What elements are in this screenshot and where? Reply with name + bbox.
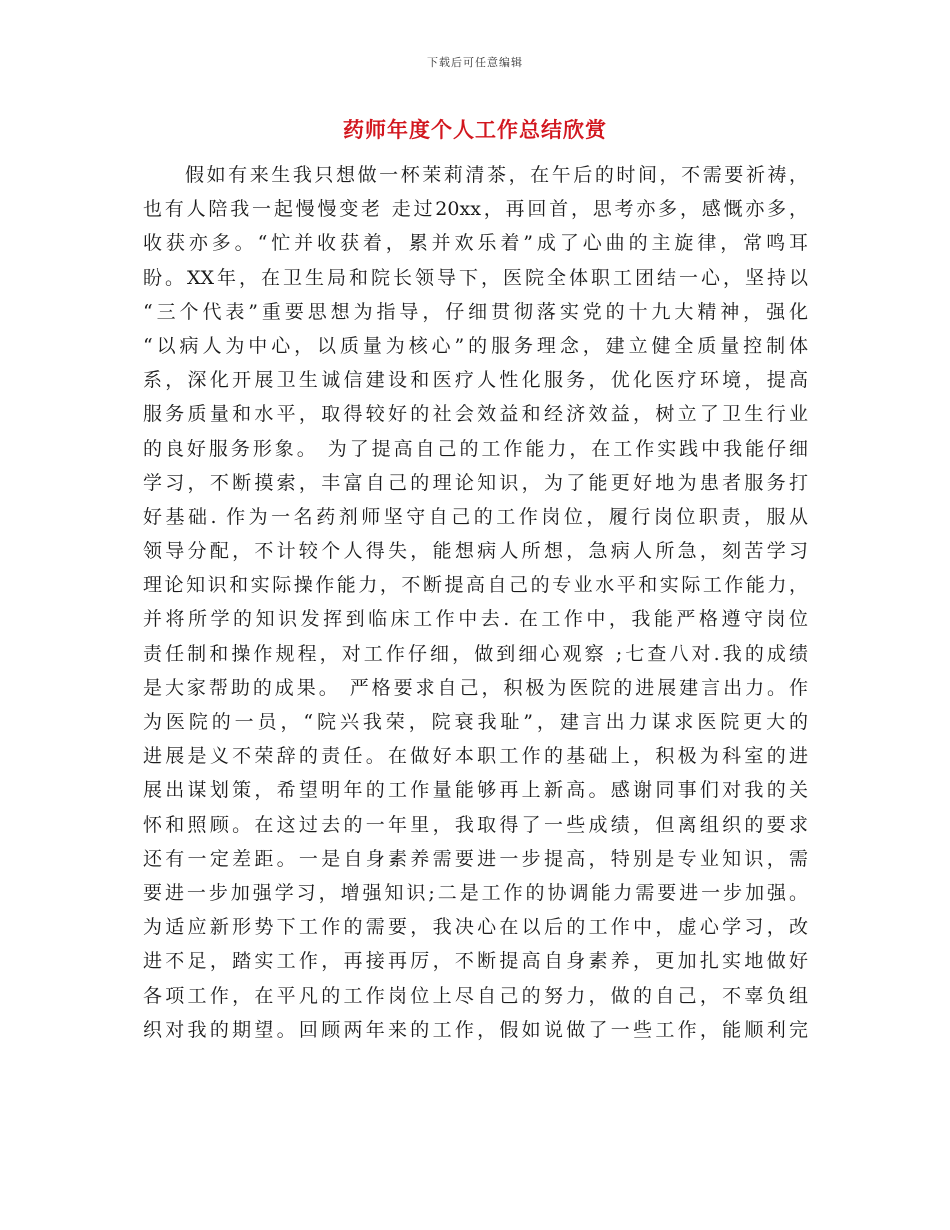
body-line: 也有人陪我一起慢慢变老 走过20xx，再回首，思考亦多，感慨亦多， bbox=[143, 198, 808, 221]
body-line: 还有一定差距。一是自身素养需要进一步提高，特别是专业知识，需 bbox=[143, 847, 808, 870]
body-line: 责任制和操作规程，对工作仔细，做到细心观察 ;七查八对.我的成绩 bbox=[143, 642, 808, 665]
body-line: 是大家帮助的成果。 严格要求自己，积极为医院的进展建言出力。作 bbox=[143, 676, 808, 699]
body-line: 进展是义不荣辞的责任。在做好本职工作的基础上，积极为科室的进 bbox=[143, 745, 808, 768]
body-line: 服务质量和水平，取得较好的社会效益和经济效益，树立了卫生行业 bbox=[143, 403, 808, 426]
document-body bbox=[143, 158, 808, 1047]
body-line: 各项工作，在平凡的工作岗位上尽自己的努力，做的自己，不辜负组 bbox=[143, 984, 808, 1007]
document-title: 药师年度个人工作总结欣赏 bbox=[343, 117, 607, 142]
body-line: “以病人为中心，以质量为核心”的服务理念，建立健全质量控制体 bbox=[143, 334, 808, 357]
body-line: 收获亦多。“忙并收获着，累并欢乐着”成了心曲的主旋律，常鸣耳 bbox=[143, 232, 808, 255]
body-line: 怀和照顾。在这过去的一年里，我取得了一些成绩，但离组织的要求 bbox=[143, 813, 808, 836]
body-line: 为医院的一员，“院兴我荣，院衰我耻”，建言出力谋求医院更大的 bbox=[143, 711, 808, 733]
body-line: 进不足，踏实工作，再接再厉，不断提高自身素养，更加扎实地做好 bbox=[143, 950, 808, 973]
body-line: 好基础. 作为一名药剂师坚守自己的工作岗位，履行岗位职责，服从 bbox=[143, 505, 808, 528]
body-line: 盼。XX年，在卫生局和院长领导下，医院全体职工团结一心，坚持以 bbox=[143, 266, 808, 289]
body-line: 系，深化开展卫生诚信建设和医疗人性化服务，优化医疗环境，提高 bbox=[143, 369, 808, 392]
body-line: “三个代表”重要思想为指导，仔细贯彻落实党的十九大精神，强化 bbox=[143, 300, 808, 323]
body-line: 并将所学的知识发挥到临床工作中去. 在工作中，我能严格遵守岗位 bbox=[143, 608, 808, 631]
body-line: 织对我的期望。回顾两年来的工作，假如说做了一些工作，能顺利完 bbox=[143, 1018, 808, 1041]
body-line: 学习，不断摸索，丰富自己的理论知识，为了能更好地为患者服务打 bbox=[143, 471, 808, 494]
body-line: 为适应新形势下工作的需要，我决心在以后的工作中，虚心学习，改 bbox=[143, 916, 808, 939]
body-line: 理论知识和实际操作能力，不断提高自己的专业水平和实际工作能力， bbox=[143, 574, 808, 597]
body-line: 展出谋划策，希望明年的工作量能够再上新高。感谢同事们对我的关 bbox=[143, 779, 808, 802]
body-line: 的良好服务形象。 为了提高自己的工作能力，在工作实践中我能仔细 bbox=[143, 437, 808, 460]
body-line: 领导分配，不计较个人得失，能想病人所想，急病人所急，刻苦学习 bbox=[143, 540, 808, 563]
body-line: 要进一步加强学习，增强知识;二是工作的协调能力需要进一步加强。 bbox=[143, 881, 808, 904]
page-header-note: 下载后可任意编辑 bbox=[427, 56, 523, 69]
body-line: 假如有来生我只想做一杯茉莉清茶，在午后的时间，不需要祈祷， bbox=[185, 164, 808, 186]
